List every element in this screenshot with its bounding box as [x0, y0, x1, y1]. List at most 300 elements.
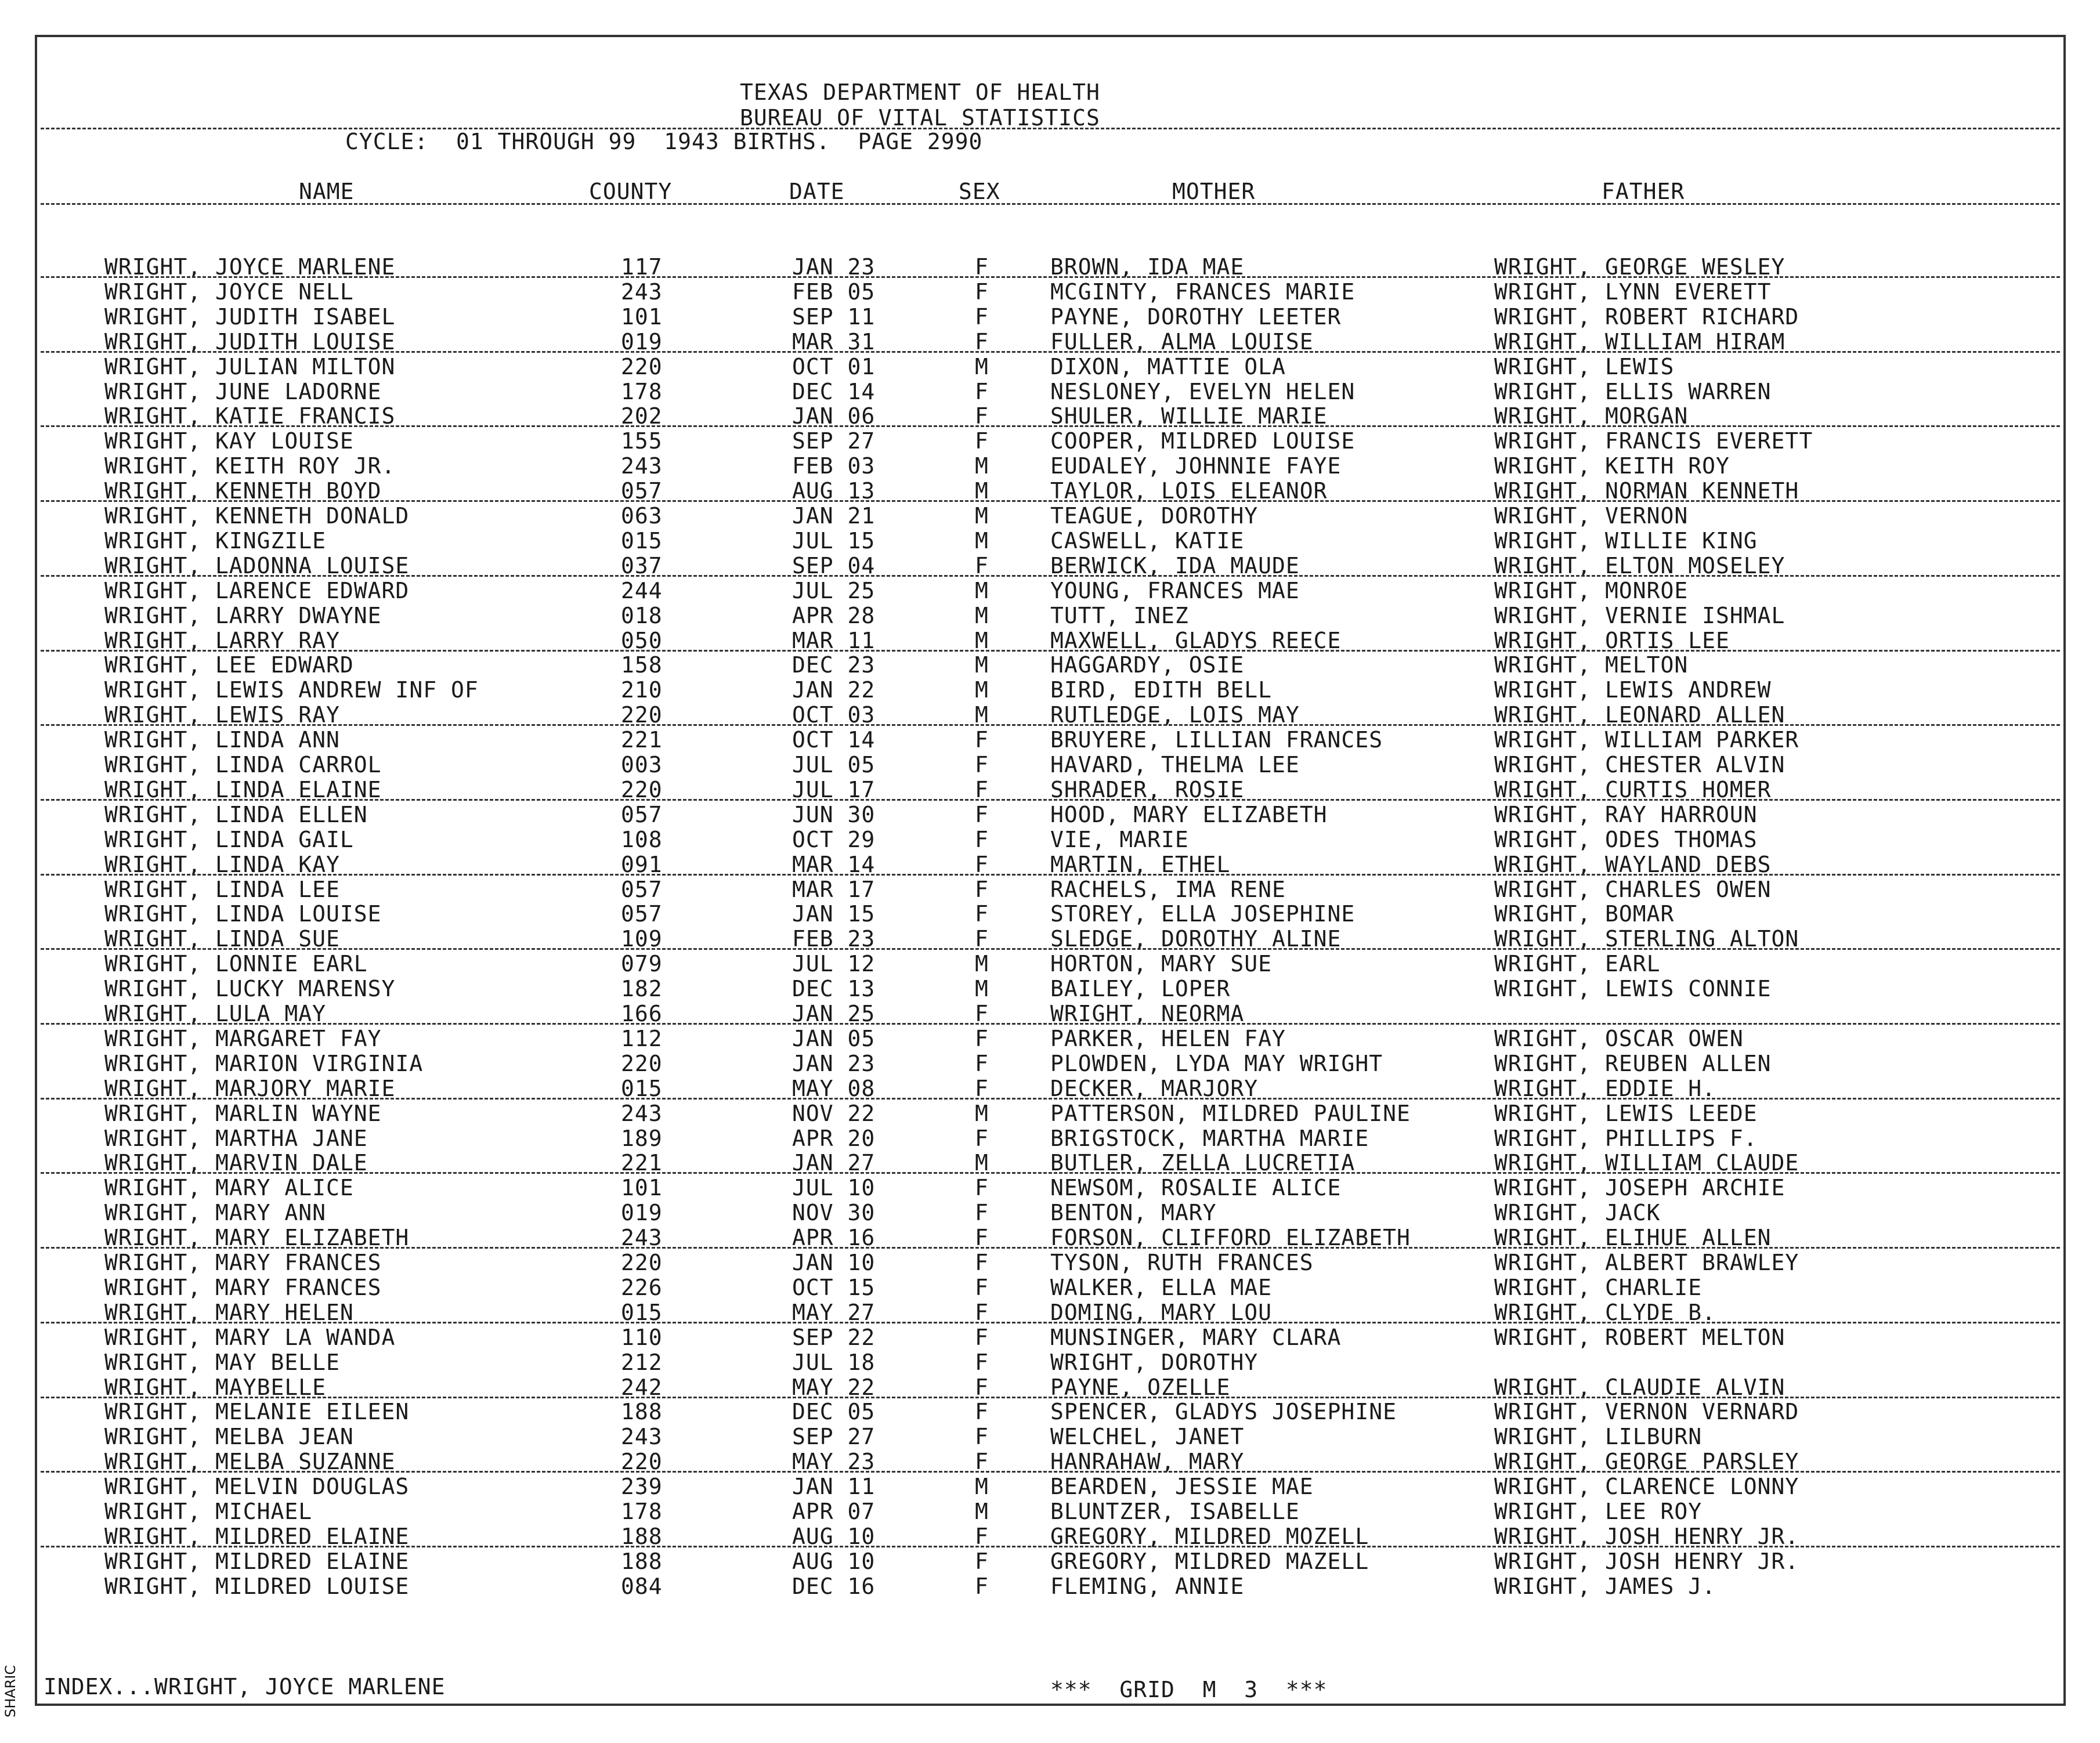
- cell-date: JUL 25: [792, 578, 876, 603]
- cell-mother: HAGGARDY, OSIE: [1050, 652, 1245, 678]
- cell-date: MAR 14: [792, 852, 876, 877]
- cell-name: WRIGHT, JOYCE NELL: [104, 279, 354, 305]
- cell-date: JAN 05: [792, 1026, 876, 1051]
- cell-name: WRIGHT, LINDA ELLEN: [104, 802, 368, 827]
- cell-sex: F: [975, 1574, 989, 1599]
- cell-date: APR 20: [792, 1126, 876, 1151]
- cell-mother: WALKER, ELLA MAE: [1050, 1275, 1273, 1300]
- cell-date: SEP 27: [792, 428, 876, 454]
- cell-sex: F: [975, 1026, 989, 1051]
- cell-sex: M: [975, 1474, 989, 1499]
- cell-sex: M: [975, 603, 989, 628]
- cell-date: DEC 23: [792, 652, 876, 678]
- cell-father: WRIGHT, LILBURN: [1494, 1424, 1703, 1449]
- cell-mother: BERWICK, IDA MAUDE: [1050, 553, 1300, 578]
- cell-date: APR 28: [792, 603, 876, 628]
- col-header-name: NAME: [299, 179, 355, 204]
- cell-father: WRIGHT, LEWIS CONNIE: [1494, 976, 1772, 1001]
- cell-mother: HAVARD, THELMA LEE: [1050, 752, 1300, 778]
- cell-mother: WRIGHT, NEORMA: [1050, 1001, 1245, 1026]
- cell-father: WRIGHT, GEORGE PARSLEY: [1494, 1449, 1799, 1474]
- cell-name: WRIGHT, MELBA JEAN: [104, 1424, 354, 1449]
- cell-father: WRIGHT, CURTIS HOMER: [1494, 777, 1772, 802]
- cell-mother: PATTERSON, MILDRED PAULINE: [1050, 1101, 1411, 1126]
- row-separator: [41, 1247, 2060, 1249]
- cell-county: 182: [621, 976, 663, 1001]
- cell-county: 220: [621, 777, 663, 802]
- cell-father: WRIGHT, OSCAR OWEN: [1494, 1026, 1744, 1051]
- cell-sex: F: [975, 1225, 989, 1250]
- cell-date: JUL 18: [792, 1350, 876, 1375]
- cell-county: 243: [621, 279, 663, 305]
- cell-father: WRIGHT, JOSH HENRY JR.: [1494, 1524, 1799, 1549]
- cell-county: 101: [621, 1175, 663, 1200]
- cell-sex: F: [975, 1424, 989, 1449]
- cell-name: WRIGHT, MARION VIRGINIA: [104, 1051, 424, 1076]
- col-header-date: DATE: [789, 179, 845, 204]
- cell-date: APR 16: [792, 1225, 876, 1250]
- cell-name: WRIGHT, MARY ALICE: [104, 1175, 354, 1200]
- cell-county: 202: [621, 403, 663, 429]
- cell-mother: HOOD, MARY ELIZABETH: [1050, 802, 1328, 827]
- cell-father: WRIGHT, STERLING ALTON: [1494, 926, 1799, 952]
- cell-mother: MCGINTY, FRANCES MARIE: [1050, 279, 1356, 305]
- cell-county: 212: [621, 1350, 663, 1375]
- cell-mother: WRIGHT, DOROTHY: [1050, 1350, 1259, 1375]
- cell-county: 239: [621, 1474, 663, 1499]
- cell-sex: F: [975, 1524, 989, 1549]
- cell-date: SEP 22: [792, 1325, 876, 1350]
- cell-father: WRIGHT, LYNN EVERETT: [1494, 279, 1772, 305]
- cell-name: WRIGHT, LUCKY MARENSY: [104, 976, 396, 1001]
- cell-father: WRIGHT, JACK: [1494, 1200, 1661, 1225]
- cell-name: WRIGHT, MICHAEL: [104, 1499, 313, 1524]
- cell-date: APR 07: [792, 1499, 876, 1524]
- footer-index: INDEX...WRIGHT, JOYCE MARLENE: [44, 1674, 446, 1699]
- cell-county: 101: [621, 304, 663, 330]
- cell-father: WRIGHT, CLYDE B.: [1494, 1300, 1716, 1325]
- cell-father: WRIGHT, LEWIS ANDREW: [1494, 677, 1772, 703]
- cell-county: 037: [621, 553, 663, 578]
- cell-county: 057: [621, 877, 663, 902]
- cell-name: WRIGHT, KAY LOUISE: [104, 428, 354, 454]
- cell-sex: F: [975, 1200, 989, 1225]
- cell-sex: F: [975, 304, 989, 330]
- cell-county: 220: [621, 702, 663, 728]
- cell-mother: BRUYERE, LILLIAN FRANCES: [1050, 727, 1383, 753]
- cell-mother: GREGORY, MILDRED MAZELL: [1050, 1549, 1369, 1574]
- cell-county: 220: [621, 1250, 663, 1275]
- cell-date: DEC 14: [792, 379, 876, 404]
- cell-father: WRIGHT, MELTON: [1494, 652, 1689, 678]
- cell-sex: M: [975, 1150, 989, 1176]
- cell-name: WRIGHT, JULIAN MILTON: [104, 354, 396, 379]
- cell-sex: M: [975, 528, 989, 554]
- cell-sex: F: [975, 329, 989, 355]
- cell-county: 015: [621, 1076, 663, 1101]
- cell-date: MAR 17: [792, 877, 876, 902]
- cell-name: WRIGHT, MARY FRANCES: [104, 1250, 382, 1275]
- cell-mother: MAXWELL, GLADYS REECE: [1050, 628, 1342, 653]
- row-separator: [41, 1471, 2060, 1473]
- cell-father: WRIGHT, CLAUDIE ALVIN: [1494, 1375, 1785, 1400]
- cell-mother: SHULER, WILLIE MARIE: [1050, 403, 1328, 429]
- cell-sex: F: [975, 1325, 989, 1350]
- cell-county: 244: [621, 578, 663, 603]
- cell-father: WRIGHT, LEE ROY: [1494, 1499, 1703, 1524]
- cell-name: WRIGHT, LONNIE EARL: [104, 951, 368, 977]
- cell-date: SEP 27: [792, 1424, 876, 1449]
- cell-county: 117: [621, 254, 663, 280]
- cell-name: WRIGHT, LINDA LOUISE: [104, 901, 382, 927]
- cell-name: WRIGHT, MARY HELEN: [104, 1300, 354, 1325]
- cell-mother: BUTLER, ZELLA LUCRETIA: [1050, 1150, 1356, 1176]
- cell-mother: TUTT, INEZ: [1050, 603, 1189, 628]
- cell-name: WRIGHT, MARY ELIZABETH: [104, 1225, 410, 1250]
- cell-date: AUG 10: [792, 1524, 876, 1549]
- cell-mother: YOUNG, FRANCES MAE: [1050, 578, 1300, 603]
- cell-mother: NEWSOM, ROSALIE ALICE: [1050, 1175, 1342, 1200]
- cell-sex: F: [975, 827, 989, 852]
- cell-date: AUG 10: [792, 1549, 876, 1574]
- cell-date: SEP 11: [792, 304, 876, 330]
- cell-county: 057: [621, 802, 663, 827]
- cell-county: 158: [621, 652, 663, 678]
- cell-sex: F: [975, 1375, 989, 1400]
- cell-sex: F: [975, 1300, 989, 1325]
- cell-sex: F: [975, 727, 989, 753]
- cell-sex: F: [975, 852, 989, 877]
- row-separator: [41, 1023, 2060, 1025]
- cell-date: JUL 05: [792, 752, 876, 778]
- cell-father: WRIGHT, JOSH HENRY JR.: [1494, 1549, 1799, 1574]
- cell-sex: F: [975, 1001, 989, 1026]
- cell-county: 188: [621, 1549, 663, 1574]
- cell-sex: F: [975, 901, 989, 927]
- cell-date: NOV 30: [792, 1200, 876, 1225]
- cell-name: WRIGHT, JUDITH ISABEL: [104, 304, 396, 330]
- cell-name: WRIGHT, JUDITH LOUISE: [104, 329, 396, 355]
- row-separator: [41, 1397, 2060, 1398]
- cell-mother: SPENCER, GLADYS JOSEPHINE: [1050, 1399, 1397, 1424]
- cell-date: JAN 23: [792, 254, 876, 280]
- cell-name: WRIGHT, MARLIN WAYNE: [104, 1101, 382, 1126]
- cell-name: WRIGHT, KENNETH BOYD: [104, 478, 382, 504]
- cell-date: JAN 22: [792, 677, 876, 703]
- cell-mother: DIXON, MATTIE OLA: [1050, 354, 1286, 379]
- cell-father: WRIGHT, VERNON VERNARD: [1494, 1399, 1799, 1424]
- cell-county: 110: [621, 1325, 663, 1350]
- cell-sex: M: [975, 578, 989, 603]
- cell-name: WRIGHT, MARJORY MARIE: [104, 1076, 396, 1101]
- cell-name: WRIGHT, LINDA CARROL: [104, 752, 382, 778]
- cell-sex: F: [975, 926, 989, 952]
- cell-mother: PLOWDEN, LYDA MAY WRIGHT: [1050, 1051, 1383, 1076]
- cell-father: WRIGHT, CLARENCE LONNY: [1494, 1474, 1799, 1499]
- cell-father: WRIGHT, KEITH ROY: [1494, 453, 1730, 479]
- cell-county: 084: [621, 1574, 663, 1599]
- cell-name: WRIGHT, LINDA GAIL: [104, 827, 354, 852]
- col-header-county: COUNTY: [589, 179, 673, 204]
- cell-date: DEC 05: [792, 1399, 876, 1424]
- cell-name: WRIGHT, KATIE FRANCIS: [104, 403, 396, 429]
- row-separator: [41, 1546, 2060, 1547]
- cell-sex: F: [975, 254, 989, 280]
- cell-name: WRIGHT, MILDRED LOUISE: [104, 1574, 410, 1599]
- cell-county: 188: [621, 1524, 663, 1549]
- cell-date: MAR 11: [792, 628, 876, 653]
- cell-mother: COOPER, MILDRED LOUISE: [1050, 428, 1356, 454]
- cell-date: OCT 15: [792, 1275, 876, 1300]
- row-separator: [41, 1322, 2060, 1323]
- cell-sex: M: [975, 1499, 989, 1524]
- cell-father: WRIGHT, WILLIAM HIRAM: [1494, 329, 1785, 355]
- cell-father: WRIGHT, PHILLIPS F.: [1494, 1126, 1758, 1151]
- cell-sex: M: [975, 453, 989, 479]
- cell-mother: CASWELL, KATIE: [1050, 528, 1245, 554]
- cell-county: 015: [621, 528, 663, 554]
- cell-county: 210: [621, 677, 663, 703]
- cell-name: WRIGHT, MARY ANN: [104, 1200, 327, 1225]
- cell-father: WRIGHT, RAY HARROUN: [1494, 802, 1758, 827]
- header-rule: [41, 128, 2060, 129]
- cell-date: JUL 12: [792, 951, 876, 977]
- cell-name: WRIGHT, MARTHA JANE: [104, 1126, 368, 1151]
- cell-county: 226: [621, 1275, 663, 1300]
- row-separator: [41, 425, 2060, 427]
- cell-father: WRIGHT, WILLIAM CLAUDE: [1494, 1150, 1799, 1176]
- cell-sex: M: [975, 976, 989, 1001]
- cell-father: WRIGHT, JOSEPH ARCHIE: [1494, 1175, 1785, 1200]
- cell-date: OCT 03: [792, 702, 876, 728]
- cell-father: WRIGHT, ODES THOMAS: [1494, 827, 1758, 852]
- cell-sex: F: [975, 1175, 989, 1200]
- cell-county: 019: [621, 329, 663, 355]
- cell-father: WRIGHT, LEWIS: [1494, 354, 1675, 379]
- cell-name: WRIGHT, MELVIN DOUGLAS: [104, 1474, 410, 1499]
- cell-county: 079: [621, 951, 663, 977]
- footer-grid: *** GRID M 3 ***: [1050, 1677, 1328, 1702]
- cell-mother: TYSON, RUTH FRANCES: [1050, 1250, 1314, 1275]
- cell-sex: M: [975, 702, 989, 728]
- cell-sex: M: [975, 1101, 989, 1126]
- cell-county: 243: [621, 1424, 663, 1449]
- cell-father: WRIGHT, JAMES J.: [1494, 1574, 1716, 1599]
- cell-sex: F: [975, 1449, 989, 1474]
- cell-county: 221: [621, 727, 663, 753]
- cell-father: WRIGHT, LEWIS LEEDE: [1494, 1101, 1758, 1126]
- cell-date: OCT 01: [792, 354, 876, 379]
- cell-mother: NESLONEY, EVELYN HELEN: [1050, 379, 1356, 404]
- cell-name: WRIGHT, MARY FRANCES: [104, 1275, 382, 1300]
- cell-sex: F: [975, 877, 989, 902]
- cell-name: WRIGHT, MILDRED ELAINE: [104, 1524, 410, 1549]
- cell-sex: F: [975, 777, 989, 802]
- col-header-sex: SEX: [959, 179, 1000, 204]
- cell-date: DEC 13: [792, 976, 876, 1001]
- cell-name: WRIGHT, MARGARET FAY: [104, 1026, 382, 1051]
- cell-sex: M: [975, 951, 989, 977]
- cell-county: 057: [621, 478, 663, 504]
- cell-county: 220: [621, 1051, 663, 1076]
- cell-name: WRIGHT, LEE EDWARD: [104, 652, 354, 678]
- cell-sex: M: [975, 628, 989, 653]
- cell-county: 243: [621, 1225, 663, 1250]
- cell-county: 243: [621, 1101, 663, 1126]
- cell-sex: F: [975, 403, 989, 429]
- cell-date: MAY 08: [792, 1076, 876, 1101]
- cell-name: WRIGHT, LEWIS ANDREW INF OF: [104, 677, 479, 703]
- cell-name: WRIGHT, LARENCE EDWARD: [104, 578, 410, 603]
- cell-name: WRIGHT, MARVIN DALE: [104, 1150, 368, 1176]
- cell-date: OCT 14: [792, 727, 876, 753]
- cell-sex: F: [975, 279, 989, 305]
- cell-mother: PARKER, HELEN FAY: [1050, 1026, 1286, 1051]
- cell-mother: WELCHEL, JANET: [1050, 1424, 1245, 1449]
- cell-sex: F: [975, 1399, 989, 1424]
- cell-mother: EUDALEY, JOHNNIE FAYE: [1050, 453, 1342, 479]
- cell-mother: HORTON, MARY SUE: [1050, 951, 1273, 977]
- cell-mother: RUTLEDGE, LOIS MAY: [1050, 702, 1300, 728]
- cell-father: WRIGHT, CHARLES OWEN: [1494, 877, 1772, 902]
- cell-date: JAN 15: [792, 901, 876, 927]
- cell-county: 220: [621, 1449, 663, 1474]
- cell-date: JAN 10: [792, 1250, 876, 1275]
- cell-date: FEB 03: [792, 453, 876, 479]
- cell-mother: DOMING, MARY LOU: [1050, 1300, 1273, 1325]
- cell-father: WRIGHT, MONROE: [1494, 578, 1689, 603]
- cell-sex: M: [975, 652, 989, 678]
- cell-mother: GREGORY, MILDRED MOZELL: [1050, 1524, 1369, 1549]
- cell-sex: F: [975, 1076, 989, 1101]
- cell-sex: M: [975, 478, 989, 504]
- cell-date: DEC 16: [792, 1574, 876, 1599]
- row-separator: [41, 799, 2060, 801]
- cell-father: WRIGHT, VERNON: [1494, 503, 1689, 529]
- cell-name: WRIGHT, LINDA LEE: [104, 877, 340, 902]
- cell-name: WRIGHT, MAYBELLE: [104, 1375, 327, 1400]
- cell-county: 189: [621, 1126, 663, 1151]
- cell-date: FEB 23: [792, 926, 876, 952]
- cell-sex: F: [975, 1250, 989, 1275]
- row-separator: [41, 500, 2060, 502]
- cell-mother: BROWN, IDA MAE: [1050, 254, 1245, 280]
- cell-name: WRIGHT, LINDA KAY: [104, 852, 340, 877]
- cell-sex: M: [975, 677, 989, 703]
- cell-mother: BIRD, EDITH BELL: [1050, 677, 1273, 703]
- cell-father: WRIGHT, WILLIE KING: [1494, 528, 1758, 554]
- cell-name: WRIGHT, LARRY DWAYNE: [104, 603, 382, 628]
- cell-mother: FORSON, CLIFFORD ELIZABETH: [1050, 1225, 1411, 1250]
- cell-date: JAN 11: [792, 1474, 876, 1499]
- cell-father: WRIGHT, WAYLAND DEBS: [1494, 852, 1772, 877]
- cell-county: 015: [621, 1300, 663, 1325]
- cell-county: 109: [621, 926, 663, 952]
- cell-county: 178: [621, 1499, 663, 1524]
- cell-name: WRIGHT, MARY LA WANDA: [104, 1325, 396, 1350]
- row-separator: [41, 1172, 2060, 1174]
- cell-date: JAN 23: [792, 1051, 876, 1076]
- cell-mother: BAILEY, LOPER: [1050, 976, 1231, 1001]
- cell-county: 242: [621, 1375, 663, 1400]
- cell-sex: F: [975, 802, 989, 827]
- cell-date: JAN 25: [792, 1001, 876, 1026]
- cell-name: WRIGHT, KEITH ROY JR.: [104, 453, 396, 479]
- cell-mother: PAYNE, DOROTHY LEETER: [1050, 304, 1342, 330]
- cell-county: 063: [621, 503, 663, 529]
- cell-county: 108: [621, 827, 663, 852]
- cell-mother: PAYNE, OZELLE: [1050, 1375, 1231, 1400]
- cell-date: JUN 30: [792, 802, 876, 827]
- cell-father: WRIGHT, ALBERT BRAWLEY: [1494, 1250, 1799, 1275]
- cell-mother: DECKER, MARJORY: [1050, 1076, 1259, 1101]
- cell-sex: F: [975, 553, 989, 578]
- header-subtitle: BUREAU OF VITAL STATISTICS: [740, 105, 1100, 131]
- cell-father: WRIGHT, VERNIE ISHMAL: [1494, 603, 1785, 628]
- cell-date: JAN 27: [792, 1150, 876, 1176]
- cell-mother: RACHELS, IMA RENE: [1050, 877, 1286, 902]
- cell-date: MAY 23: [792, 1449, 876, 1474]
- cell-name: WRIGHT, MILDRED ELAINE: [104, 1549, 410, 1574]
- cell-mother: BENTON, MARY: [1050, 1200, 1217, 1225]
- cell-mother: BLUNTZER, ISABELLE: [1050, 1499, 1300, 1524]
- cell-date: SEP 04: [792, 553, 876, 578]
- cell-mother: FLEMING, ANNIE: [1050, 1574, 1245, 1599]
- cell-father: WRIGHT, WILLIAM PARKER: [1494, 727, 1799, 753]
- cell-county: 166: [621, 1001, 663, 1026]
- cell-date: JAN 06: [792, 403, 876, 429]
- cell-father: WRIGHT, MORGAN: [1494, 403, 1689, 429]
- cell-name: WRIGHT, JOYCE MARLENE: [104, 254, 396, 280]
- cell-county: 019: [621, 1200, 663, 1225]
- cell-mother: BEARDEN, JESSIE MAE: [1050, 1474, 1314, 1499]
- cell-mother: FULLER, ALMA LOUISE: [1050, 329, 1314, 355]
- cell-mother: TEAGUE, DOROTHY: [1050, 503, 1259, 529]
- cell-date: OCT 29: [792, 827, 876, 852]
- cell-name: WRIGHT, LINDA SUE: [104, 926, 340, 952]
- cell-mother: TAYLOR, LOIS ELEANOR: [1050, 478, 1328, 504]
- cell-date: AUG 13: [792, 478, 876, 504]
- cell-county: 091: [621, 852, 663, 877]
- cell-name: WRIGHT, LARRY RAY: [104, 628, 340, 653]
- cell-date: MAY 22: [792, 1375, 876, 1400]
- cell-sex: F: [975, 1051, 989, 1076]
- cell-county: 178: [621, 379, 663, 404]
- cell-father: WRIGHT, NORMAN KENNETH: [1494, 478, 1799, 504]
- row-separator: [41, 1098, 2060, 1100]
- cell-county: 243: [621, 453, 663, 479]
- cell-sex: F: [975, 428, 989, 454]
- cell-father: WRIGHT, REUBEN ALLEN: [1494, 1051, 1772, 1076]
- cell-county: 221: [621, 1150, 663, 1176]
- cell-name: WRIGHT, MELANIE EILEEN: [104, 1399, 410, 1424]
- cell-date: JAN 21: [792, 503, 876, 529]
- cell-date: FEB 05: [792, 279, 876, 305]
- cell-father: WRIGHT, FRANCIS EVERETT: [1494, 428, 1813, 454]
- cell-county: 188: [621, 1399, 663, 1424]
- cell-name: WRIGHT, LADONNA LOUISE: [104, 553, 410, 578]
- cell-county: 018: [621, 603, 663, 628]
- cell-sex: M: [975, 354, 989, 379]
- cell-date: MAY 27: [792, 1300, 876, 1325]
- cell-date: JUL 17: [792, 777, 876, 802]
- cell-mother: SHRADER, ROSIE: [1050, 777, 1245, 802]
- cell-date: JUL 15: [792, 528, 876, 554]
- cell-father: WRIGHT, ELLIS WARREN: [1494, 379, 1772, 404]
- cell-sex: F: [975, 752, 989, 778]
- cell-father: WRIGHT, ORTIS LEE: [1494, 628, 1730, 653]
- cell-name: WRIGHT, LEWIS RAY: [104, 702, 340, 728]
